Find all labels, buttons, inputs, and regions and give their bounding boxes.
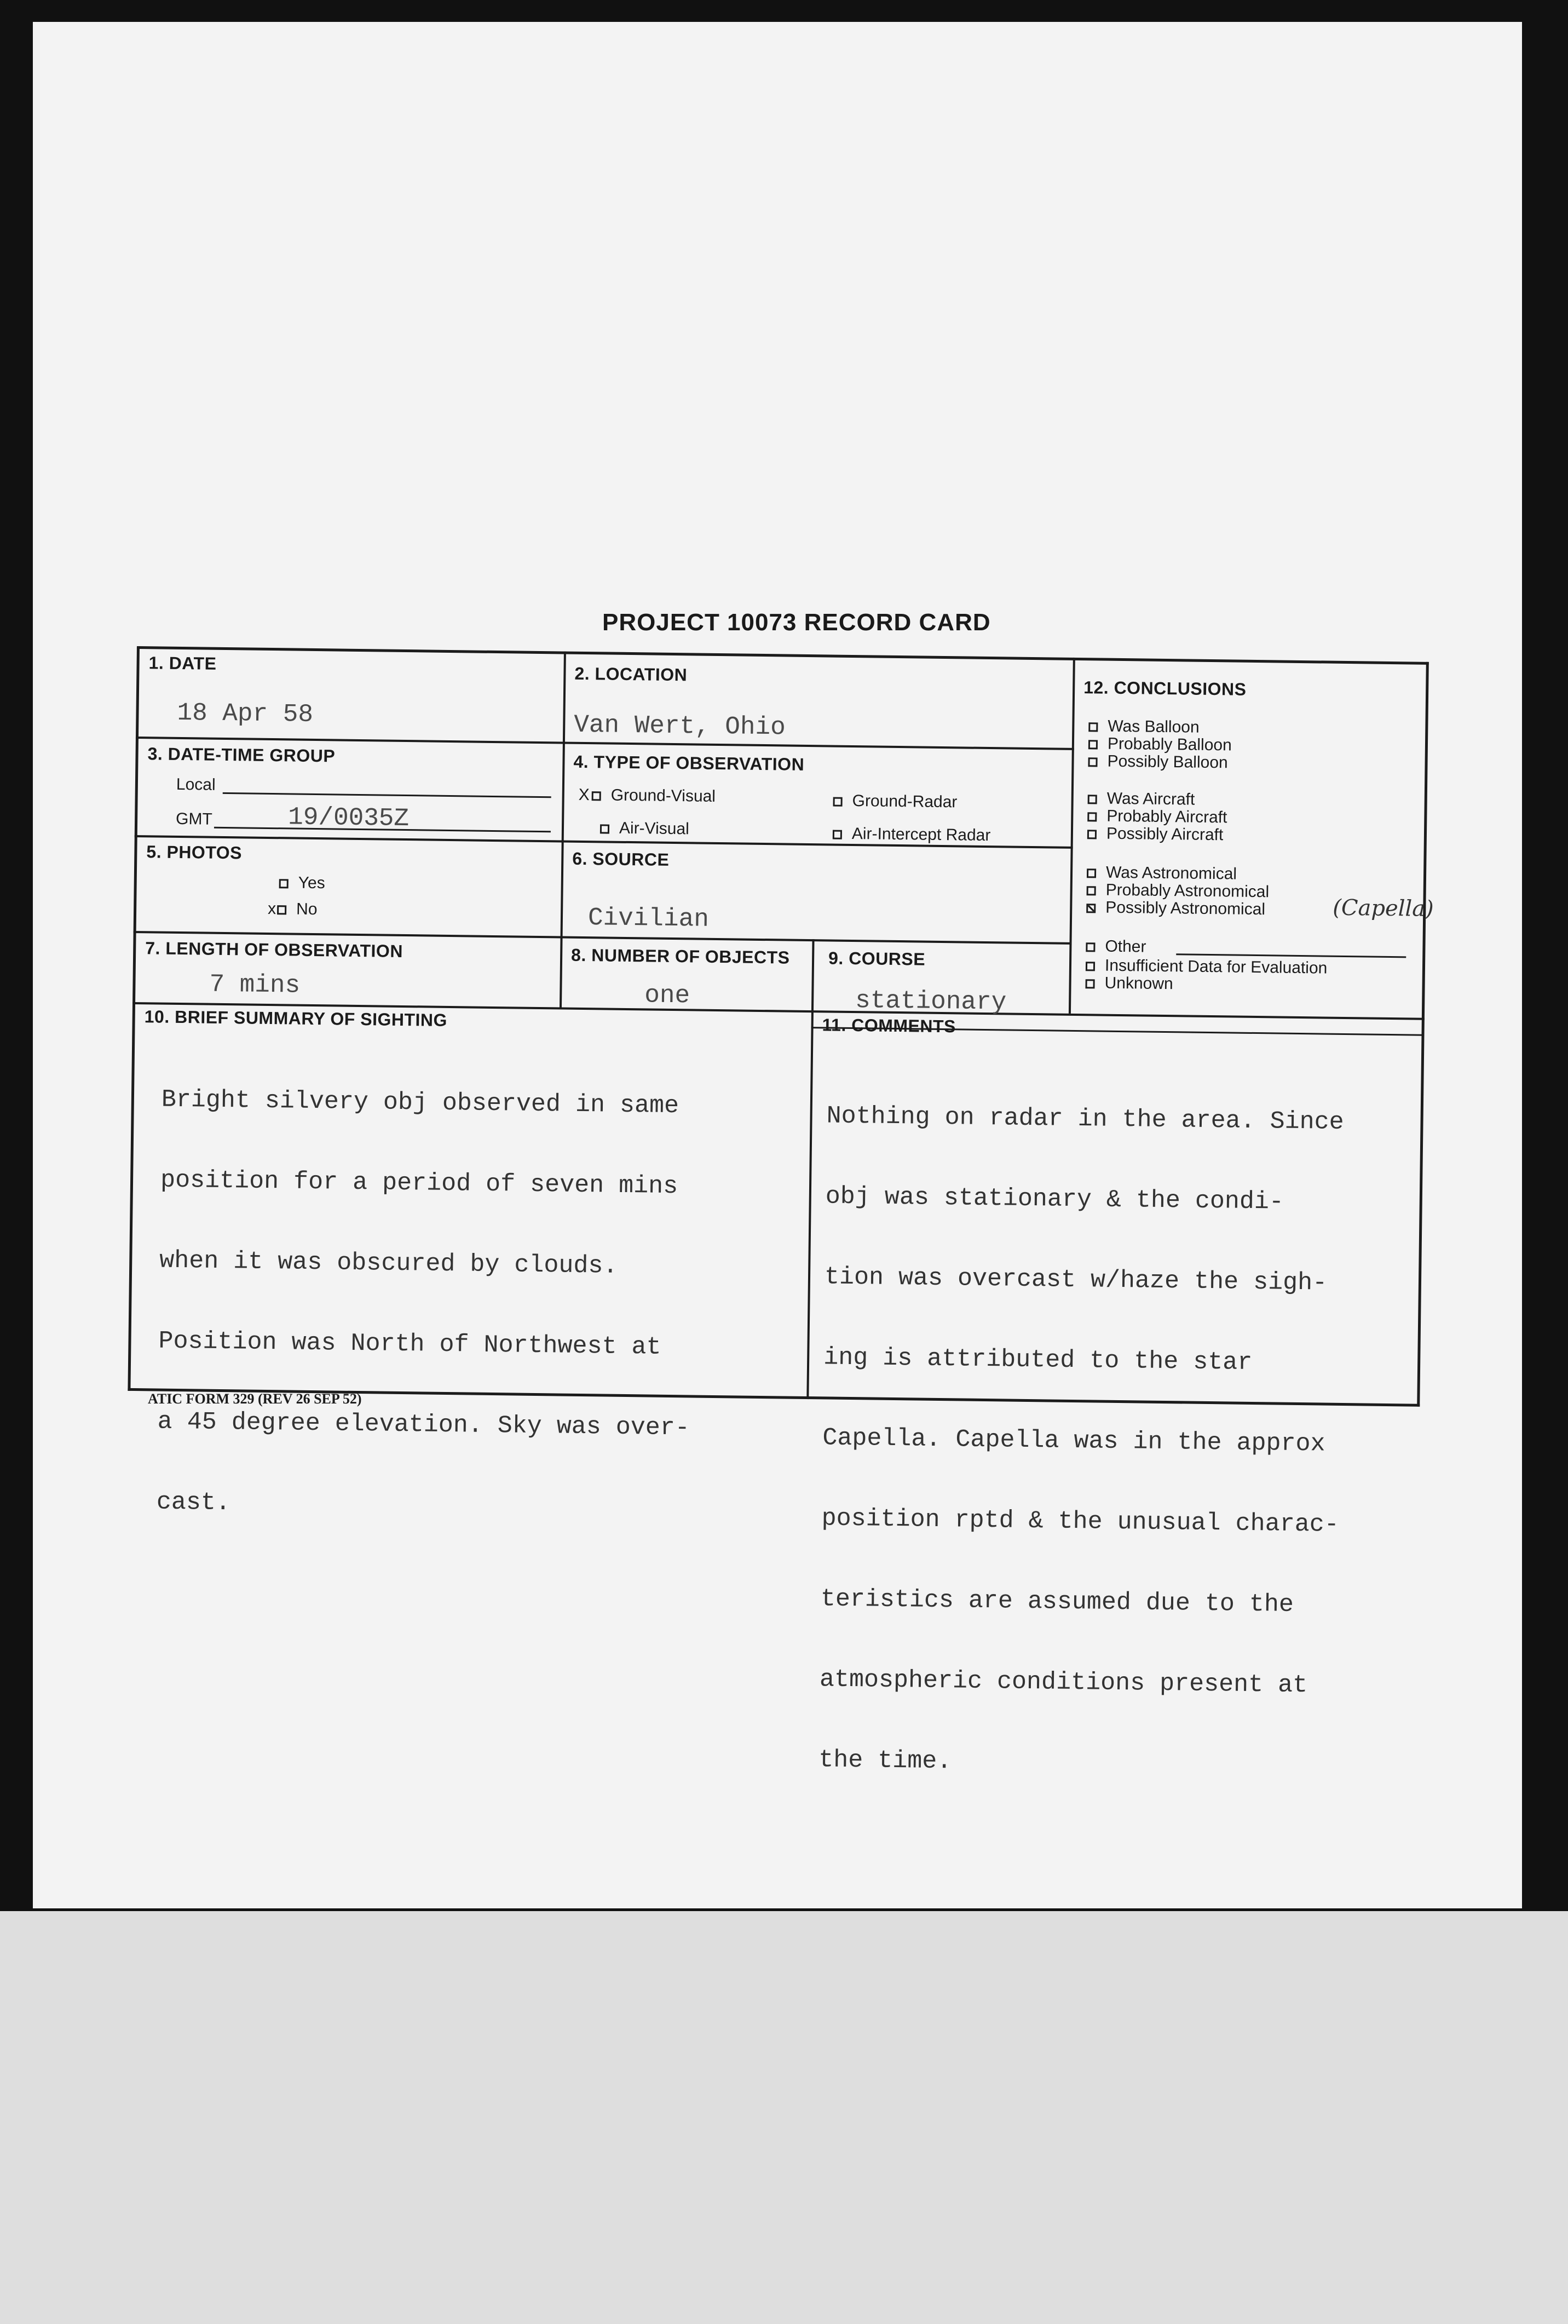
summary-label: 10. BRIEF SUMMARY OF SIGHTING [144, 1006, 448, 1030]
background-strip [0, 1911, 1568, 2324]
photos-yes-checkbox [279, 879, 289, 888]
photos-no-option [268, 900, 318, 919]
conclusion-checkbox [1086, 962, 1095, 971]
conclusion-checkbox [1087, 868, 1096, 878]
conclusion-text: Was Balloon [1108, 717, 1200, 737]
conclusion-text: Probably Balloon [1107, 734, 1232, 755]
local-underline [223, 792, 551, 798]
gmt-label: GMT [175, 809, 213, 829]
comments-line: atmospheric conditions present at [819, 1665, 1308, 1700]
form-number: ATIC FORM 329 (REV 26 SEP 52) [148, 1391, 362, 1407]
conclusion-text: Probably Aircraft [1106, 807, 1227, 827]
air-visual-checkbox [600, 824, 609, 833]
summary-line: when it was obscured by clouds. [159, 1246, 618, 1280]
ground-visual-mark: X [578, 785, 590, 804]
summary-line: Bright silvery obj observed in same [161, 1085, 679, 1120]
conclusion-checkbox [1088, 757, 1097, 767]
ground-radar-checkbox [833, 797, 843, 806]
conclusion-possibly-astronomical [1086, 898, 1265, 919]
comments-line: Nothing on radar in the area. Since [826, 1102, 1345, 1136]
conclusion-checkbox [1085, 979, 1094, 988]
ground-visual-checkbox [592, 791, 601, 801]
air-visual-text: Air-Visual [619, 819, 690, 838]
air-intercept-radar-checkbox [833, 830, 842, 839]
conclusion-checkbox-checked [1086, 904, 1096, 913]
photos-no-text: No [296, 900, 318, 919]
ground-visual-option [579, 786, 716, 806]
gmt-value: 19/0035Z [287, 803, 410, 833]
location-label: 2. LOCATION [574, 663, 688, 685]
ground-visual-text: Ground-Visual [610, 786, 716, 806]
length-label: 7. LENGTH OF OBSERVATION [145, 938, 403, 961]
conclusion-text: Other [1105, 937, 1146, 956]
photos-no-checkbox [277, 905, 286, 914]
conclusions-label: 12. CONCLUSIONS [1083, 677, 1247, 699]
conclusion-text: Was Aircraft [1106, 789, 1195, 809]
comments-line: the time. [818, 1746, 952, 1776]
conclusion-was-balloon [1088, 717, 1200, 737]
photos-label: 5. PHOTOS [146, 842, 243, 863]
number-of-objects-value: one [644, 981, 690, 1010]
conclusion-possibly-balloon [1088, 752, 1228, 772]
comments-line: ing is attributed to the star [823, 1343, 1253, 1377]
conclusion-checkbox [1086, 942, 1095, 952]
date-label: 1. DATE [148, 653, 217, 674]
location-value: Van Wert, Ohio [573, 710, 786, 742]
date-time-group-label: 3. DATE-TIME GROUP [147, 744, 336, 766]
conclusion-was-aircraft [1088, 789, 1195, 809]
conclusion-text: Was Astronomical [1105, 863, 1237, 883]
comments-line: position rptd & the unusual charac- [821, 1504, 1340, 1539]
comments-line: tion was overcast w/haze the sigh- [824, 1263, 1328, 1297]
air-intercept-radar-option [833, 825, 991, 845]
divider-course [811, 939, 815, 1010]
divider-comments [806, 1010, 814, 1399]
length-value: 7 mins [209, 970, 301, 1000]
conclusion-other [1086, 937, 1146, 956]
air-intercept-radar-text: Air-Intercept Radar [851, 824, 991, 845]
conclusion-possibly-aircraft [1087, 824, 1224, 844]
conclusion-unknown [1085, 974, 1173, 993]
summary-line: position for a period of seven mins [160, 1166, 678, 1201]
photos-yes-text: Yes [298, 873, 325, 893]
photos-no-mark: x [267, 899, 276, 918]
comments-label: 11. COMMENTS [822, 1015, 956, 1037]
ground-radar-text: Ground-Radar [852, 791, 958, 812]
photos-yes-option [279, 873, 325, 893]
conclusion-text: Probably Astronomical [1105, 881, 1270, 901]
observation-type-label: 4. TYPE OF OBSERVATION [573, 751, 805, 774]
summary-text [155, 1033, 694, 1576]
source-label: 6. SOURCE [572, 848, 670, 870]
local-label: Local [176, 775, 216, 794]
conclusion-checkbox [1087, 886, 1096, 895]
comments-text [818, 1049, 1345, 1833]
summary-line: cast. [156, 1488, 231, 1517]
divider-conclusions [1069, 658, 1075, 1014]
summary-line: a 45 degree elevation. Sky was over- [157, 1407, 690, 1442]
ground-radar-option [833, 792, 957, 812]
course-label: 9. COURSE [828, 948, 926, 969]
conclusion-text: Possibly Astronomical [1105, 898, 1266, 919]
conclusion-checkbox [1088, 722, 1098, 732]
course-value: stationary [855, 986, 1007, 1017]
conclusion-checkbox [1087, 812, 1097, 821]
conclusion-text: Possibly Balloon [1107, 752, 1228, 772]
card-title: PROJECT 10073 RECORD CARD [602, 609, 991, 636]
conclusion-checkbox [1088, 740, 1098, 749]
air-visual-option [600, 819, 689, 838]
source-value: Civilian [587, 904, 710, 934]
handwritten-capella-note: (Capella) [1333, 895, 1434, 922]
number-of-objects-label: 8. NUMBER OF OBJECTS [570, 945, 790, 968]
summary-line: Position was North of Northwest at [158, 1327, 661, 1361]
conclusion-checkbox [1088, 795, 1097, 804]
conclusion-text: Unknown [1104, 974, 1173, 993]
conclusion-text: Possibly Aircraft [1106, 824, 1224, 844]
comments-line: obj was stationary & the condi- [825, 1182, 1284, 1216]
comments-line: teristics are assumed due to the [820, 1585, 1294, 1619]
conclusion-checkbox [1087, 830, 1097, 839]
divider-col1 [560, 652, 566, 1008]
record-card [128, 646, 1434, 1776]
comments-line: Capella. Capella was in the approx [822, 1424, 1325, 1458]
date-value: 18 Apr 58 [177, 698, 314, 729]
conclusion-text: Insufficient Data for Evaluation [1104, 956, 1328, 977]
